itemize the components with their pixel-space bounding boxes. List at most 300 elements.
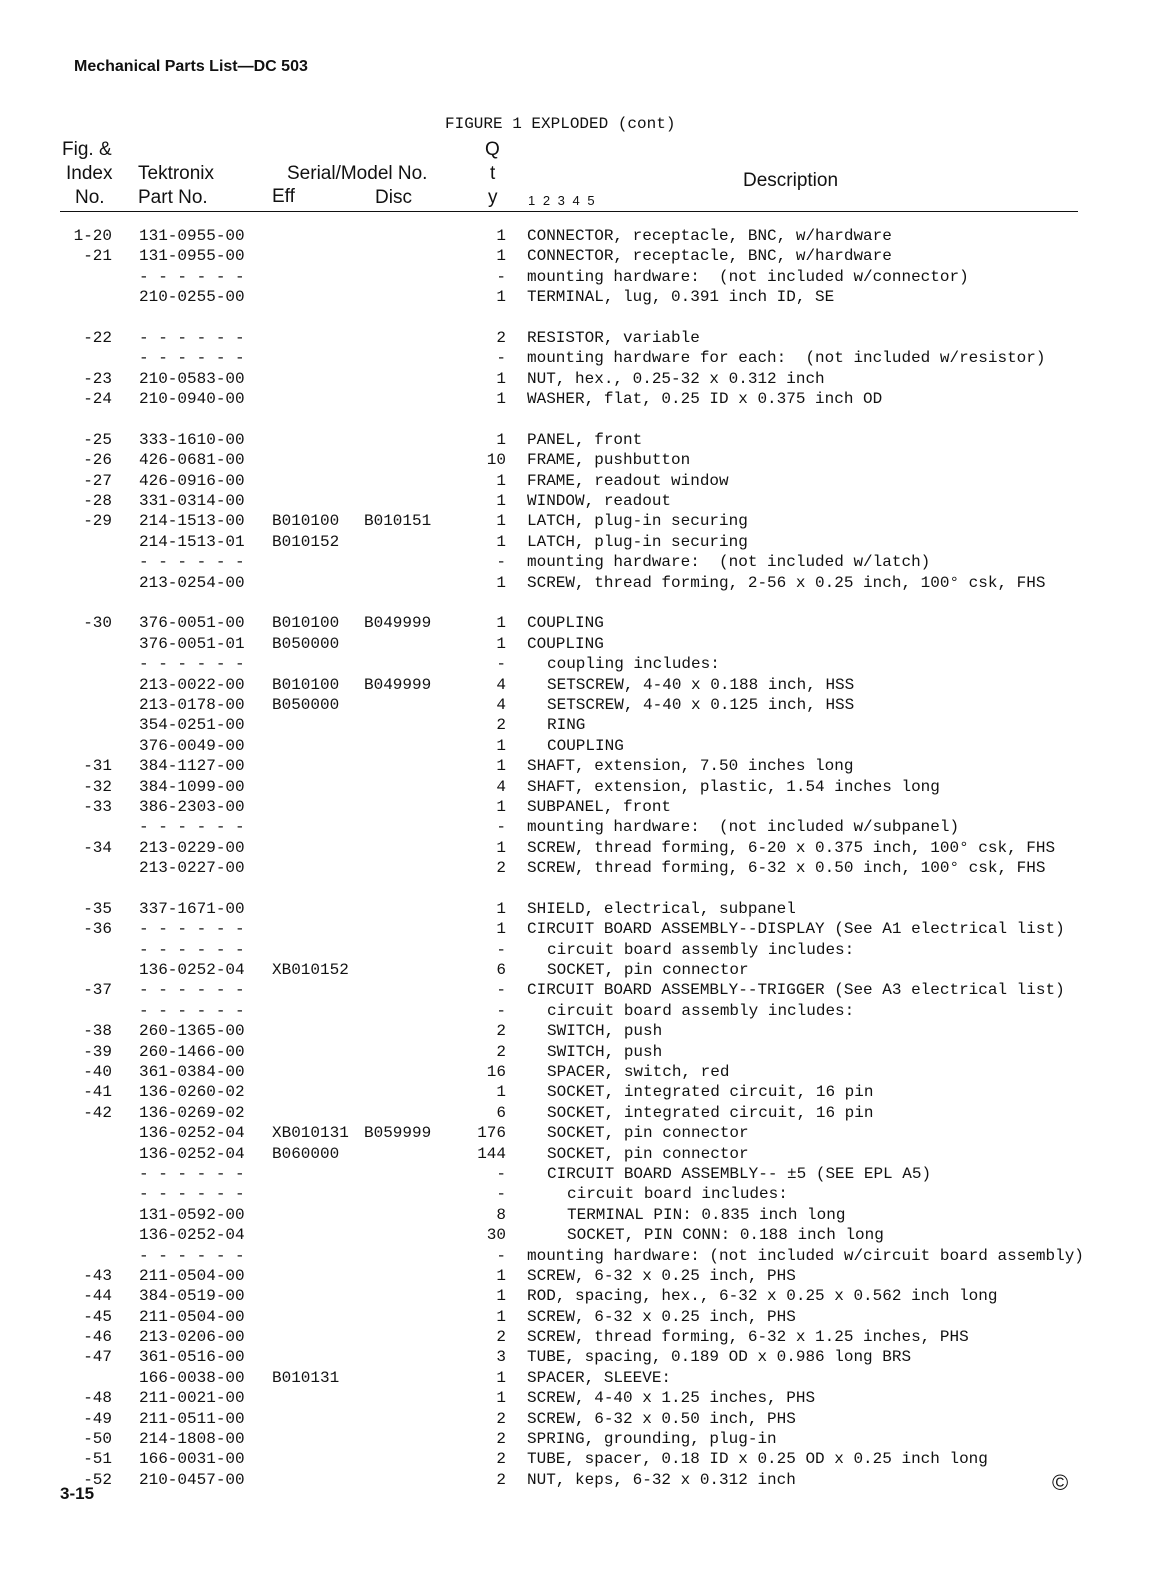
row-description: SOCKET, PIN CONN: 0.188 inch long (567, 1226, 884, 1245)
row-index: -39 (83, 1042, 112, 1061)
table-row (0, 817, 1171, 837)
table-row (0, 593, 1171, 613)
row-description: SETSCREW, 4-40 x 0.125 inch, HSS (547, 695, 855, 714)
row-description: SCREW, thread forming, 6-32 x 1.25 inches, PHS (527, 1328, 969, 1347)
row-description: SUBPANEL, front (527, 797, 672, 816)
row-part-number: - - - - - - (139, 267, 245, 286)
row-quantity: - (496, 818, 506, 837)
row-description: SOCKET, pin connector (547, 1144, 749, 1163)
row-description: FRAME, readout window (527, 471, 729, 490)
row-description: TERMINAL, lug, 0.391 inch ID, SE (527, 288, 835, 307)
row-quantity: 2 (496, 1470, 506, 1489)
row-part-number: 333-1610-00 (139, 430, 245, 449)
row-description: mounting hardware: (not included w/circuit board assembly) (527, 1246, 1084, 1265)
row-part-number: 136-0252-04 (139, 1144, 245, 1163)
row-index: -25 (83, 430, 112, 449)
row-quantity: 2 (496, 1328, 506, 1347)
row-part-number: - - - - - - (139, 920, 245, 939)
row-index: -50 (83, 1430, 112, 1449)
row-description: LATCH, plug-in securing (527, 532, 748, 551)
row-quantity: 10 (486, 451, 506, 470)
table-row (0, 756, 1171, 776)
row-part-number: - - - - - - (139, 655, 245, 674)
row-index: -43 (83, 1266, 112, 1285)
row-description: circuit board assembly includes: (547, 1001, 855, 1020)
row-quantity: 1 (496, 492, 506, 511)
col-head-part-2: Part No. (138, 187, 208, 208)
row-quantity: 2 (496, 1022, 506, 1041)
table-row (0, 1123, 1171, 1143)
row-index: -42 (83, 1103, 112, 1122)
table-row (0, 1021, 1171, 1041)
row-part-number: - - - - - - (139, 1246, 245, 1265)
table-row (0, 308, 1171, 328)
table-row (0, 1205, 1171, 1225)
row-part-number: 426-0681-00 (139, 451, 245, 470)
row-description: COUPLING (527, 634, 604, 653)
row-part-number: 361-0516-00 (139, 1348, 245, 1367)
table-row (0, 919, 1171, 939)
row-serial-eff: B050000 (272, 695, 340, 714)
col-head-qty-2: t (490, 163, 496, 184)
row-part-number: 213-0229-00 (139, 838, 245, 857)
row-part-number: 211-0021-00 (139, 1389, 245, 1408)
row-part-number: 426-0916-00 (139, 471, 245, 490)
table-row (0, 450, 1171, 470)
table-row (0, 1225, 1171, 1245)
row-part-number: 131-0955-00 (139, 227, 245, 245)
row-part-number: 210-0255-00 (139, 288, 245, 307)
table-row (0, 1184, 1171, 1204)
row-quantity: 1 (496, 1083, 506, 1102)
row-quantity: - (496, 349, 506, 368)
row-quantity: 1 (496, 227, 506, 245)
row-serial-disc: B049999 (364, 614, 432, 633)
table-row (0, 899, 1171, 919)
row-index: -44 (83, 1287, 112, 1306)
row-part-number: 213-0178-00 (139, 695, 245, 714)
table-row (0, 613, 1171, 633)
row-part-number: 213-0227-00 (139, 859, 245, 878)
row-part-number: - - - - - - (139, 1185, 245, 1204)
row-quantity: 4 (496, 695, 506, 714)
row-serial-eff: B010131 (272, 1368, 340, 1387)
row-index: -22 (83, 328, 112, 347)
row-description: ROD, spacing, hex., 6-32 x 0.25 x 0.562 inch long (527, 1287, 998, 1306)
row-description: SCREW, 4-40 x 1.25 inches, PHS (527, 1389, 816, 1408)
row-description: mounting hardware: (not included w/connector) (527, 267, 969, 286)
row-index: -28 (83, 492, 112, 511)
row-part-number: 131-0592-00 (139, 1205, 245, 1224)
row-description: SHIELD, electrical, subpanel (527, 899, 796, 918)
table-row (0, 226, 1171, 246)
row-quantity: 1 (496, 1307, 506, 1326)
row-serial-eff: XB010131 (272, 1124, 349, 1143)
row-part-number: 213-0206-00 (139, 1328, 245, 1347)
row-description: CONNECTOR, receptacle, BNC, w/hardware (527, 247, 892, 266)
table-row (0, 1449, 1171, 1469)
row-part-number: 210-0457-00 (139, 1470, 245, 1489)
row-part-number: 354-0251-00 (139, 716, 245, 735)
row-quantity: 1 (496, 288, 506, 307)
row-quantity: 1 (496, 369, 506, 388)
row-quantity: 144 (477, 1144, 506, 1163)
table-row (0, 695, 1171, 715)
row-quantity: 2 (496, 328, 506, 347)
row-part-number: - - - - - - (139, 328, 245, 347)
row-description: TERMINAL PIN: 0.835 inch long (567, 1205, 846, 1224)
parts-list (0, 226, 1171, 1490)
row-quantity: 2 (496, 1430, 506, 1449)
row-part-number: 131-0955-00 (139, 247, 245, 266)
row-description: SWITCH, push (547, 1042, 663, 1061)
table-row (0, 1327, 1171, 1347)
table-row (0, 777, 1171, 797)
row-quantity: 1 (496, 634, 506, 653)
table-row (0, 1388, 1171, 1408)
row-part-number: - - - - - - (139, 1164, 245, 1183)
row-part-number: 384-1127-00 (139, 757, 245, 776)
row-part-number: 213-0254-00 (139, 573, 245, 592)
row-quantity: - (496, 655, 506, 674)
page-number: 3-15 (60, 1484, 95, 1503)
row-quantity: 2 (496, 1450, 506, 1469)
row-index: -26 (83, 451, 112, 470)
row-part-number: - - - - - - (139, 818, 245, 837)
row-description: coupling includes: (547, 655, 720, 674)
row-quantity: 1 (496, 471, 506, 490)
row-index: -34 (83, 838, 112, 857)
row-quantity: - (496, 1001, 506, 1020)
row-description: CIRCUIT BOARD ASSEMBLY--TRIGGER (See A3 electrical list) (527, 981, 1065, 1000)
row-part-number: 260-1365-00 (139, 1022, 245, 1041)
row-quantity: 1 (496, 1389, 506, 1408)
row-quantity: - (496, 553, 506, 572)
table-row (0, 1246, 1171, 1266)
row-serial-eff: B010152 (272, 532, 340, 551)
row-description: SHAFT, extension, plastic, 1.54 inches long (527, 777, 940, 796)
row-index: 1-20 (73, 227, 112, 245)
row-description: circuit board includes: (567, 1185, 788, 1204)
col-head-disc: Disc (375, 187, 412, 208)
row-quantity: 1 (496, 614, 506, 633)
row-description: SHAFT, extension, 7.50 inches long (527, 757, 854, 776)
table-row (0, 389, 1171, 409)
table-row (0, 1103, 1171, 1123)
row-serial-eff: B010100 (272, 675, 340, 694)
table-row (0, 1042, 1171, 1062)
table-row (0, 1347, 1171, 1367)
table-row (0, 634, 1171, 654)
row-part-number: 376-0051-00 (139, 614, 245, 633)
row-description: mounting hardware: (not included w/subpanel) (527, 818, 960, 837)
table-row (0, 1164, 1171, 1184)
row-quantity: 1 (496, 512, 506, 531)
row-description: circuit board assembly includes: (547, 940, 855, 959)
row-part-number: 384-1099-00 (139, 777, 245, 796)
table-row (0, 430, 1171, 450)
table-row (0, 940, 1171, 960)
row-quantity: 1 (496, 757, 506, 776)
row-quantity: 8 (496, 1205, 506, 1224)
row-part-number: 214-1808-00 (139, 1430, 245, 1449)
table-row (0, 960, 1171, 980)
row-description: SETSCREW, 4-40 x 0.188 inch, HSS (547, 675, 855, 694)
table-row (0, 654, 1171, 674)
row-description: TUBE, spacer, 0.18 ID x 0.25 OD x 0.25 inch long (527, 1450, 988, 1469)
row-part-number: - - - - - - (139, 940, 245, 959)
row-description: PANEL, front (527, 430, 643, 449)
row-quantity: 1 (496, 797, 506, 816)
table-row (0, 328, 1171, 348)
row-quantity: 2 (496, 1409, 506, 1428)
table-row (0, 471, 1171, 491)
row-description: RING (547, 716, 586, 735)
page-header-title: Mechanical Parts List—DC 503 (74, 58, 308, 75)
row-serial-eff: XB010152 (272, 961, 349, 980)
row-part-number: 214-1513-01 (139, 532, 245, 551)
row-quantity: 1 (496, 1368, 506, 1387)
row-description: SCREW, thread forming, 6-32 x 0.50 inch, 100° csk, FHS (527, 859, 1046, 878)
table-row (0, 838, 1171, 858)
table-row (0, 980, 1171, 1000)
row-description: SCREW, thread forming, 2-56 x 0.25 inch, 100° csk, FHS (527, 573, 1046, 592)
row-quantity: - (496, 267, 506, 286)
row-part-number: 210-0583-00 (139, 369, 245, 388)
row-index: -48 (83, 1389, 112, 1408)
row-index: -38 (83, 1022, 112, 1041)
row-quantity: 4 (496, 675, 506, 694)
table-row (0, 1286, 1171, 1306)
row-index: -23 (83, 369, 112, 388)
row-part-number: 384-0519-00 (139, 1287, 245, 1306)
table-row (0, 1307, 1171, 1327)
row-quantity: 30 (486, 1226, 506, 1245)
row-index: -41 (83, 1083, 112, 1102)
row-part-number: 136-0269-02 (139, 1103, 245, 1122)
row-description: SPACER, switch, red (547, 1063, 730, 1082)
row-part-number: 361-0384-00 (139, 1063, 245, 1082)
col-head-levels: 1 2 3 4 5 (528, 193, 595, 208)
row-description: mounting hardware: (not included w/latch) (527, 553, 931, 572)
row-description: SOCKET, pin connector (547, 1124, 749, 1143)
table-row (0, 1266, 1171, 1286)
row-quantity: - (496, 1164, 506, 1183)
table-row (0, 267, 1171, 287)
col-head-qty-3: y (488, 187, 498, 208)
row-part-number: 136-0260-02 (139, 1083, 245, 1102)
row-quantity: 1 (496, 736, 506, 755)
row-part-number: 386-2303-00 (139, 797, 245, 816)
row-description: SPRING, grounding, plug-in (527, 1430, 777, 1449)
row-quantity: 1 (496, 430, 506, 449)
row-description: SCREW, 6-32 x 0.25 inch, PHS (527, 1266, 796, 1285)
table-row (0, 879, 1171, 899)
row-quantity: 2 (496, 716, 506, 735)
table-row (0, 797, 1171, 817)
row-quantity: 1 (496, 920, 506, 939)
row-part-number: 166-0031-00 (139, 1450, 245, 1469)
table-row (0, 348, 1171, 368)
row-quantity: 1 (496, 532, 506, 551)
table-row (0, 532, 1171, 552)
row-part-number: 211-0504-00 (139, 1307, 245, 1326)
table-row (0, 1429, 1171, 1449)
row-part-number: 136-0252-04 (139, 961, 245, 980)
row-part-number: 210-0940-00 (139, 390, 245, 409)
col-head-eff: Eff (272, 186, 295, 207)
row-description: CONNECTOR, receptacle, BNC, w/hardware (527, 227, 892, 245)
row-quantity: 1 (496, 1287, 506, 1306)
row-quantity: 4 (496, 777, 506, 796)
table-row (0, 715, 1171, 735)
row-part-number: 211-0504-00 (139, 1266, 245, 1285)
row-index: -51 (83, 1450, 112, 1469)
row-quantity: 1 (496, 838, 506, 857)
row-quantity: 16 (486, 1063, 506, 1082)
row-serial-eff: B010100 (272, 512, 340, 531)
row-index: -33 (83, 797, 112, 816)
row-description: WINDOW, readout (527, 492, 672, 511)
row-index: -37 (83, 981, 112, 1000)
col-head-qty-1: Q (485, 139, 500, 160)
row-part-number: - - - - - - (139, 349, 245, 368)
row-quantity: 3 (496, 1348, 506, 1367)
row-description: SCREW, 6-32 x 0.50 inch, PHS (527, 1409, 796, 1428)
row-quantity: - (496, 981, 506, 1000)
table-row (0, 675, 1171, 695)
table-row (0, 1409, 1171, 1429)
row-index: -46 (83, 1328, 112, 1347)
table-row (0, 491, 1171, 511)
row-quantity: - (496, 1246, 506, 1265)
row-part-number: 260-1466-00 (139, 1042, 245, 1061)
row-part-number: 211-0511-00 (139, 1409, 245, 1428)
row-description: COUPLING (527, 614, 604, 633)
row-description: COUPLING (547, 736, 624, 755)
row-serial-eff: B050000 (272, 634, 340, 653)
row-index: -30 (83, 614, 112, 633)
row-description: SOCKET, pin connector (547, 961, 749, 980)
row-index: -52 (83, 1470, 112, 1489)
figure-title: FIGURE 1 EXPLODED (cont) (445, 115, 676, 133)
row-index: -24 (83, 390, 112, 409)
col-head-fig-3: No. (75, 187, 105, 208)
row-index: -21 (83, 247, 112, 266)
row-description: NUT, keps, 6-32 x 0.312 inch (527, 1470, 796, 1489)
row-part-number: 136-0252-04 (139, 1124, 245, 1143)
row-part-number: - - - - - - (139, 1001, 245, 1020)
row-description: CIRCUIT BOARD ASSEMBLY-- ±5 (SEE EPL A5) (547, 1164, 932, 1183)
row-quantity: 6 (496, 1103, 506, 1122)
table-row (0, 736, 1171, 756)
row-part-number: 213-0022-00 (139, 675, 245, 694)
table-row (0, 1368, 1171, 1388)
row-part-number: 376-0051-01 (139, 634, 245, 653)
col-head-serial: Serial/Model No. (287, 163, 428, 184)
row-serial-eff: B010100 (272, 614, 340, 633)
copyright-mark: © (1052, 1470, 1069, 1495)
row-description: WASHER, flat, 0.25 ID x 0.375 inch OD (527, 390, 883, 409)
row-description: CIRCUIT BOARD ASSEMBLY--DISPLAY (See A1 electrical list) (527, 920, 1065, 939)
row-description: SPACER, SLEEVE: (527, 1368, 672, 1387)
row-description: mounting hardware for each: (not included w/resistor) (527, 349, 1046, 368)
table-row (0, 1001, 1171, 1021)
table-row (0, 858, 1171, 878)
row-quantity: 6 (496, 961, 506, 980)
table-row (0, 511, 1171, 531)
row-description: LATCH, plug-in securing (527, 512, 748, 531)
row-index: -40 (83, 1063, 112, 1082)
table-row (0, 287, 1171, 307)
table-row (0, 1144, 1171, 1164)
row-description: SOCKET, integrated circuit, 16 pin (547, 1103, 874, 1122)
row-index: -45 (83, 1307, 112, 1326)
row-index: -47 (83, 1348, 112, 1367)
row-index: -29 (83, 512, 112, 531)
header-rule (60, 211, 1078, 212)
row-quantity: 1 (496, 1266, 506, 1285)
row-serial-disc: B059999 (364, 1124, 432, 1143)
row-description: RESISTOR, variable (527, 328, 700, 347)
table-row (0, 1470, 1171, 1490)
row-part-number: 136-0252-04 (139, 1226, 245, 1245)
row-quantity: - (496, 1185, 506, 1204)
row-part-number: 214-1513-00 (139, 512, 245, 531)
row-index: -49 (83, 1409, 112, 1428)
row-part-number: 166-0038-00 (139, 1368, 245, 1387)
table-row (0, 246, 1171, 266)
col-head-part-1: Tektronix (138, 163, 215, 184)
row-quantity: 1 (496, 390, 506, 409)
row-serial-disc: B049999 (364, 675, 432, 694)
table-row (0, 573, 1171, 593)
row-description: FRAME, pushbutton (527, 451, 691, 470)
table-row (0, 410, 1171, 430)
table-row (0, 1062, 1171, 1082)
table-row (0, 369, 1171, 389)
table-row (0, 552, 1171, 572)
row-description: TUBE, spacing, 0.189 OD x 0.986 long BRS (527, 1348, 912, 1367)
row-serial-eff: B060000 (272, 1144, 340, 1163)
row-quantity: 2 (496, 859, 506, 878)
col-head-fig-2: Index (66, 163, 113, 184)
row-quantity: 1 (496, 573, 506, 592)
col-head-description: Description (743, 170, 839, 191)
row-part-number: 331-0314-00 (139, 492, 245, 511)
row-description: SCREW, thread forming, 6-20 x 0.375 inch, 100° csk, FHS (527, 838, 1056, 857)
row-quantity: 176 (477, 1124, 506, 1143)
row-quantity: 1 (496, 247, 506, 266)
col-head-fig-1: Fig. & (62, 139, 112, 160)
row-serial-disc: B010151 (364, 512, 432, 531)
row-description: SOCKET, integrated circuit, 16 pin (547, 1083, 874, 1102)
row-part-number: - - - - - - (139, 981, 245, 1000)
row-description: NUT, hex., 0.25-32 x 0.312 inch (527, 369, 825, 388)
row-part-number: 337-1671-00 (139, 899, 245, 918)
row-index: -35 (83, 899, 112, 918)
row-index: -32 (83, 777, 112, 796)
row-quantity: 2 (496, 1042, 506, 1061)
row-quantity: 1 (496, 899, 506, 918)
row-description: SWITCH, push (547, 1022, 663, 1041)
row-index: -27 (83, 471, 112, 490)
row-index: -31 (83, 757, 112, 776)
row-part-number: 376-0049-00 (139, 736, 245, 755)
row-quantity: - (496, 940, 506, 959)
row-part-number: - - - - - - (139, 553, 245, 572)
row-index: -36 (83, 920, 112, 939)
